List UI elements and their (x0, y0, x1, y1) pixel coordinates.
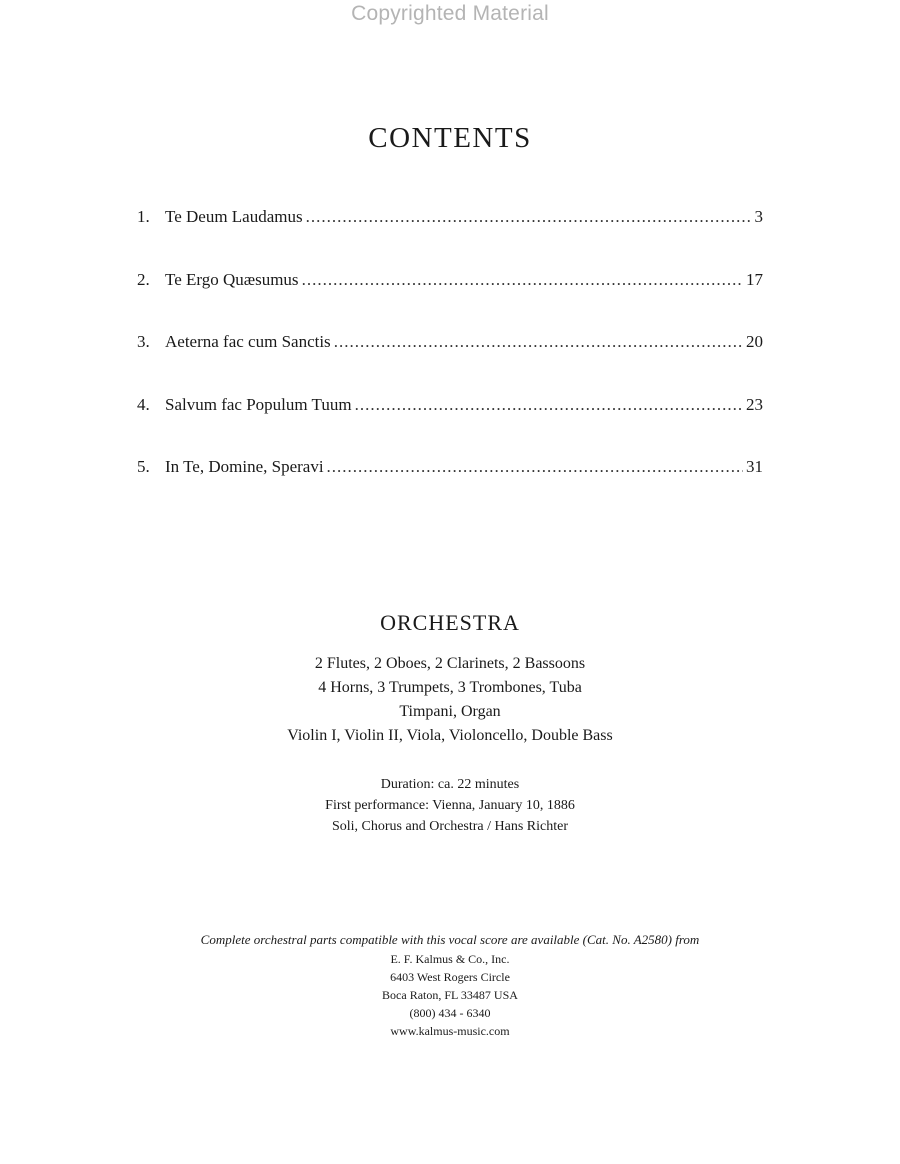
toc-entry-page: 23 (746, 394, 763, 414)
table-of-contents (137, 202, 763, 515)
duration-text: Duration: ca. 22 minutes (380, 777, 520, 792)
toc-entry-page: 17 (746, 269, 763, 289)
toc-dot-leader (355, 390, 743, 420)
instrumentation-line: Timpani, Organ (399, 703, 501, 720)
toc-dot-leader (327, 452, 743, 482)
toc-entry-number: 4. (137, 394, 150, 414)
toc-entry-title: Te Ergo Quæsumus (165, 269, 299, 289)
toc-entry-number: 2. (137, 269, 150, 289)
contents-heading: CONTENTS (368, 122, 532, 154)
publisher-phone: (800) 434 - 6340 (409, 1006, 491, 1020)
copyright-watermark: Copyrighted Material (351, 2, 549, 25)
toc-entry-number: 3. (137, 332, 150, 351)
toc-entry-title: In Te, Domine, Speravi (165, 457, 324, 476)
toc-entry-title: Te Deum Laudamus (165, 207, 303, 226)
toc-entry-page: 20 (746, 332, 763, 351)
performers-text: Soli, Chorus and Orchestra / Hans Richter (331, 819, 568, 834)
toc-entry-page: 31 (746, 457, 763, 476)
orchestra-heading: ORCHESTRA (380, 610, 520, 635)
publisher-city: Boca Raton, FL 33487 USA (382, 988, 518, 1002)
toc-entry (137, 202, 763, 232)
instrumentation-line: Violin I, Violin II, Viola, Violoncello, Double Bass (287, 727, 613, 744)
toc-entry (137, 390, 763, 420)
toc-entry-title: Aeterna fac cum Sanctis (165, 332, 331, 351)
toc-dot-leader (334, 327, 743, 357)
first-performance-text: First performance: Vienna, January 10, 1886 (325, 798, 575, 813)
toc-entry-page: 3 (754, 207, 763, 226)
toc-entry (137, 452, 763, 482)
toc-entry-number: 1. (137, 207, 150, 226)
performance-info (0, 774, 900, 837)
instrumentation-line: 4 Horns, 3 Trumpets, 3 Trombones, Tuba (318, 679, 582, 696)
publisher-street: 6403 West Rogers Circle (390, 970, 510, 984)
instrumentation-list (0, 652, 900, 748)
toc-entry-title: Salvum fac Populum Tuum (165, 394, 352, 414)
publisher-website: www.kalmus-music.com (390, 1024, 510, 1038)
toc-entry (137, 265, 763, 295)
toc-entry (137, 327, 763, 357)
toc-dot-leader (302, 265, 743, 295)
toc-entry-number: 5. (137, 457, 150, 476)
instrumentation-line: 2 Flutes, 2 Oboes, 2 Clarinets, 2 Bassoons (314, 655, 586, 672)
parts-availability-note: Complete orchestral parts compatible with this vocal score are available (Cat. No. A2580) from (200, 932, 700, 947)
publisher-info (0, 930, 900, 1040)
toc-dot-leader (306, 202, 752, 232)
publisher-name: E. F. Kalmus & Co., Inc. (390, 952, 510, 966)
